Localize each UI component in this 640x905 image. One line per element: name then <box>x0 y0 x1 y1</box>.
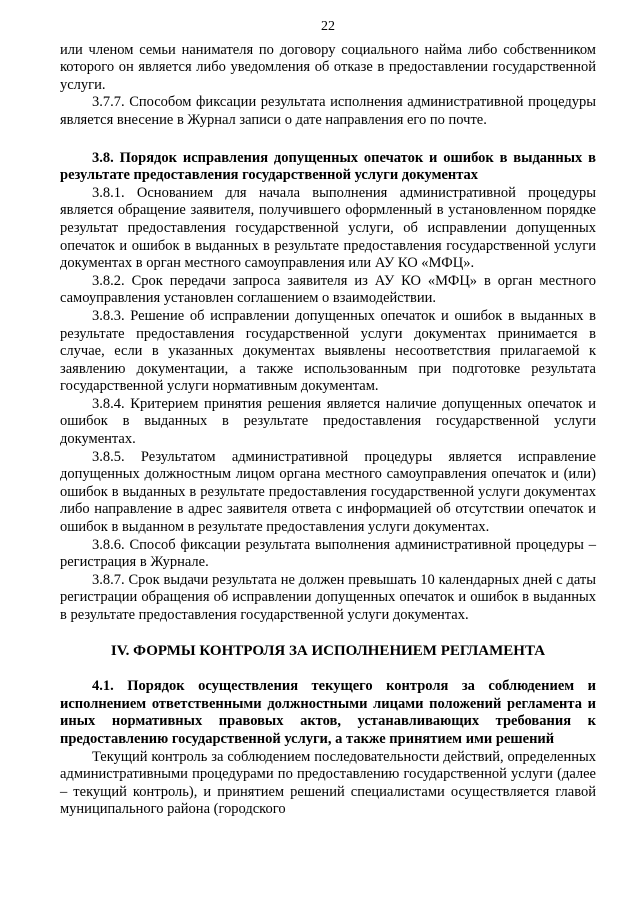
paragraph-3-8-6: 3.8.6. Способ фиксации результата выполнения административной процедуры – регистрация в Журнале. <box>60 536 596 571</box>
paragraph-3-7-7: 3.7.7. Способом фиксации результата исполнения административной процедуры является внесение в Журнал записи о дате направления его по почте. <box>60 94 596 128</box>
paragraph-3-8-2: 3.8.2. Срок передачи запроса заявителя из АУ КО «МФЦ» в орган местного самоуправления установлен соглашением о взаимодействии. <box>60 272 596 307</box>
document-page <box>60 18 596 819</box>
chapter-heading-4: IV. ФОРМЫ КОНТРОЛЯ ЗА ИСПОЛНЕНИЕМ РЕГЛАМЕНТА <box>110 642 546 659</box>
paragraph-3-8-1: 3.8.1. Основанием для начала выполнения административной процедуры является обращение заявителя, получившего оформленный в установленном порядке результат предоставления государственной услуги, об исправлении допущенных опечаток и ошибок в выданных в результате предоставления государственной услуги документах в орган местного самоуправления или АУ КО «МФЦ». <box>60 184 596 272</box>
section-heading-4-1: 4.1. Порядок осуществления текущего контроля за соблюдением и исполнением ответственными должностными лицами положений регламента и иных нормативных правовых актов, устанавливающих требования к предоставлению государственной услуги, а также принятием ими решений <box>60 678 596 747</box>
paragraph-3-8-7: 3.8.7. Срок выдачи результата не должен превышать 10 календарных дней с даты регистрации обращения об исправлении допущенных опечаток и ошибок в выданных в результате предоставления государственной услуги документах. <box>60 571 596 623</box>
paragraph-4-1: Текущий контроль за соблюдением последовательности действий, определенных административными процедурами по предоставлению государственной услуги (далее – текущий контроль), и принятием решений специалистами осуществляется главой муниципального района (городского <box>60 748 596 818</box>
paragraph-continuation: или членом семьи нанимателя по договору социального найма либо собственником которого он является либо уведомления об отказе в предоставлении государственной услуги. <box>60 41 596 93</box>
page-number: 22 <box>321 19 335 34</box>
paragraph-3-8-5: 3.8.5. Результатом административной процедуры является исправление допущенных должностным лицом органа местного самоуправления опечаток и (или) ошибок в выданных в результате предоставления государственной услуги документах либо направление в адрес заявителя ответа с информацией об отсутствии опечаток и ошибок в выданном в результате предоставления услуги документах. <box>60 448 596 536</box>
section-heading-3-8: 3.8. Порядок исправления допущенных опечаток и ошибок в выданных в результате предоставления государственной услуги документах <box>60 149 596 184</box>
paragraph-3-8-3: 3.8.3. Решение об исправлении допущенных опечаток и ошибок в выданных в результате предоставления государственной услуги документах принимается в случае, если в указанных документах выявлены несоответствия прилагаемой к заявлению документации, а также использованным при подготовке результата государственной услуги нормативным документам. <box>60 307 596 395</box>
paragraph-3-8-4: 3.8.4. Критерием принятия решения является наличие допущенных опечаток и ошибок в выданных в результате предоставления государственной услуги документах. <box>60 395 596 448</box>
